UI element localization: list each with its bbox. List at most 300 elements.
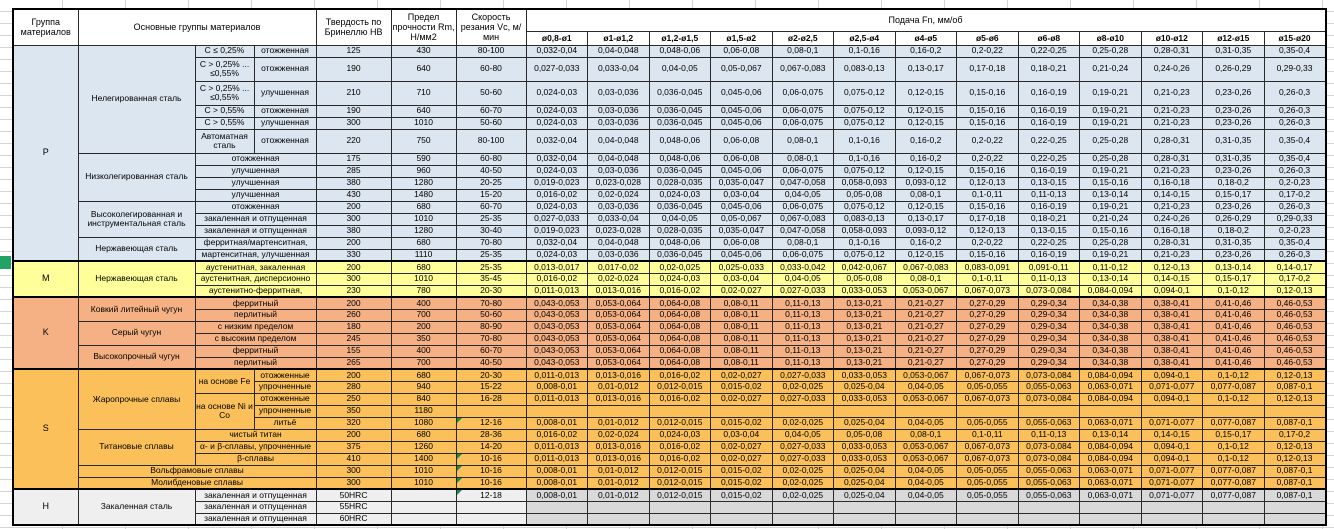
hardness-cell[interactable]: 190 bbox=[316, 105, 391, 117]
feed-cell[interactable]: 0,29-0,34 bbox=[1018, 357, 1080, 369]
feed-cell[interactable]: 0,22-0,25 bbox=[1018, 45, 1080, 57]
feed-cell[interactable]: 0,06-0,075 bbox=[772, 81, 834, 105]
strength-cell[interactable]: 1280 bbox=[391, 177, 456, 189]
cutting-speed-cell[interactable]: 20-30 bbox=[456, 369, 526, 381]
feed-cell[interactable]: 0,1-0,11 bbox=[957, 189, 1019, 201]
feed-cell[interactable]: 0,16-0,19 bbox=[1018, 117, 1080, 129]
material-group-cell[interactable]: Нержавеющая сталь bbox=[78, 237, 195, 261]
feed-cell[interactable]: 0,16-0,19 bbox=[1018, 105, 1080, 117]
material-subgroup-cell[interactable]: ферритный bbox=[195, 297, 316, 309]
feed-cell[interactable]: 0,17-0,18 bbox=[957, 213, 1019, 225]
feed-cell[interactable]: 0,13-0,21 bbox=[834, 357, 896, 369]
cutting-speed-cell[interactable]: 60-70 bbox=[456, 105, 526, 117]
feed-cell[interactable]: 0,091-0,11 bbox=[1018, 261, 1080, 273]
feed-cell[interactable] bbox=[1203, 501, 1265, 513]
feed-cell[interactable]: 0,19-0,21 bbox=[1080, 165, 1142, 177]
feed-cell[interactable]: 0,033-0,042 bbox=[772, 261, 834, 273]
feed-cell[interactable]: 0,01-0,012 bbox=[588, 417, 650, 429]
feed-cell[interactable]: 0,016-0,02 bbox=[649, 441, 711, 453]
feed-cell[interactable]: 0,14-0,15 bbox=[1141, 429, 1203, 441]
strength-cell[interactable]: 1110 bbox=[391, 249, 456, 261]
material-group-letter-cell[interactable]: H bbox=[13, 489, 78, 525]
feed-cell[interactable]: 0,03-0,04 bbox=[711, 273, 773, 285]
feed-cell[interactable]: 0,04-0,05 bbox=[649, 57, 711, 81]
feed-cell[interactable]: 0,03-0,036 bbox=[588, 81, 650, 105]
feed-cell[interactable]: 0,02-0,027 bbox=[711, 453, 773, 465]
feed-cell[interactable]: 0,024-0,03 bbox=[526, 117, 588, 129]
hardness-cell[interactable]: 245 bbox=[316, 333, 391, 345]
feed-cell[interactable]: 0,22-0,25 bbox=[1018, 129, 1080, 153]
feed-cell[interactable]: 0,08-0,11 bbox=[711, 309, 773, 321]
feed-cell[interactable]: 0,077-0,087 bbox=[1203, 477, 1265, 489]
feed-cell[interactable]: 0,067-0,073 bbox=[957, 441, 1019, 453]
strength-cell[interactable]: 640 bbox=[391, 105, 456, 117]
feed-cell[interactable]: 0,047-0,058 bbox=[772, 225, 834, 237]
feed-cell[interactable]: 0,027-0,033 bbox=[526, 57, 588, 81]
cutting-speed-cell[interactable]: 20-25 bbox=[456, 177, 526, 189]
feed-cell[interactable]: 0,29-0,34 bbox=[1018, 333, 1080, 345]
feed-cell[interactable]: 0,05-0,055 bbox=[957, 417, 1019, 429]
material-subgroup-cell[interactable]: Автоматная сталь bbox=[195, 129, 254, 153]
feed-cell[interactable]: 0,053-0,067 bbox=[895, 441, 957, 453]
feed-cell[interactable]: 0,12-0,15 bbox=[895, 105, 957, 117]
feed-cell[interactable]: 0,063-0,071 bbox=[1080, 465, 1142, 477]
feed-cell[interactable]: 0,011-0,013 bbox=[526, 369, 588, 381]
feed-cell[interactable]: 0,19-0,21 bbox=[1080, 249, 1142, 261]
feed-cell[interactable]: 0,053-0,067 bbox=[895, 453, 957, 465]
feed-cell[interactable] bbox=[711, 513, 773, 525]
feed-diameter-header[interactable]: ø6-ø8 bbox=[1018, 31, 1080, 45]
feed-cell[interactable]: 0,13-0,17 bbox=[895, 57, 957, 81]
feed-cell[interactable]: 0,024-0,03 bbox=[526, 81, 588, 105]
feed-cell[interactable]: 0,15-0,16 bbox=[957, 249, 1019, 261]
feed-cell[interactable] bbox=[772, 501, 834, 513]
strength-cell[interactable]: 1280 bbox=[391, 225, 456, 237]
feed-cell[interactable]: 0,055-0,063 bbox=[1018, 465, 1080, 477]
feed-cell[interactable]: 0,41-0,46 bbox=[1203, 333, 1265, 345]
material-subgroup-cell[interactable]: мартенситная, улучшенная bbox=[195, 249, 316, 261]
feed-cell[interactable]: 0,1-0,16 bbox=[834, 129, 896, 153]
feed-cell[interactable] bbox=[526, 501, 588, 513]
feed-cell[interactable]: 0,12-0,13 bbox=[1141, 261, 1203, 273]
material-subgroup-cell[interactable]: чистый титан bbox=[195, 429, 316, 441]
feed-cell[interactable]: 0,015-0,02 bbox=[711, 417, 773, 429]
strength-cell[interactable]: 840 bbox=[391, 393, 456, 405]
feed-cell[interactable]: 0,11-0,13 bbox=[772, 309, 834, 321]
feed-cell[interactable]: 0,08-0,1 bbox=[772, 153, 834, 165]
feed-cell[interactable]: 0,21-0,27 bbox=[895, 333, 957, 345]
feed-cell[interactable] bbox=[834, 405, 896, 417]
feed-cell[interactable]: 0,13-0,14 bbox=[1080, 189, 1142, 201]
feed-cell[interactable]: 0,16-0,19 bbox=[1018, 201, 1080, 213]
feed-cell[interactable]: 0,21-0,23 bbox=[1141, 249, 1203, 261]
feed-cell[interactable]: 0,26-0,3 bbox=[1264, 105, 1326, 117]
feed-cell[interactable]: 0,033-0,04 bbox=[588, 57, 650, 81]
feed-cell[interactable]: 0,46-0,53 bbox=[1264, 333, 1326, 345]
feed-cell[interactable]: 0,31-0,35 bbox=[1203, 153, 1265, 165]
feed-cell[interactable]: 0,46-0,53 bbox=[1264, 321, 1326, 333]
material-subgroup-cell[interactable]: улучшенная bbox=[195, 177, 316, 189]
feed-cell[interactable]: 0,25-0,28 bbox=[1080, 237, 1142, 249]
feed-cell[interactable]: 0,05-0,055 bbox=[957, 381, 1019, 393]
feed-cell[interactable]: 0,11-0,12 bbox=[1080, 261, 1142, 273]
feed-cell[interactable]: 0,08-0,11 bbox=[711, 357, 773, 369]
header-material-group[interactable]: Группа материалов bbox=[13, 9, 78, 45]
feed-cell[interactable]: 0,032-0,04 bbox=[526, 153, 588, 165]
feed-cell[interactable]: 0,15-0,16 bbox=[1080, 225, 1142, 237]
feed-cell[interactable]: 0,073-0,084 bbox=[1018, 369, 1080, 381]
feed-cell[interactable]: 0,35-0,4 bbox=[1264, 153, 1326, 165]
feed-cell[interactable]: 0,1-0,11 bbox=[957, 429, 1019, 441]
feed-cell[interactable]: 0,08-0,1 bbox=[772, 237, 834, 249]
feed-cell[interactable]: 0,08-0,1 bbox=[895, 189, 957, 201]
material-group-letter-cell[interactable]: M bbox=[13, 261, 78, 297]
feed-cell[interactable]: 0,064-0,08 bbox=[649, 345, 711, 357]
feed-cell[interactable]: 0,38-0,41 bbox=[1141, 357, 1203, 369]
feed-cell[interactable]: 0,027-0,033 bbox=[772, 393, 834, 405]
feed-cell[interactable]: 0,38-0,41 bbox=[1141, 297, 1203, 309]
feed-cell[interactable]: 0,03-0,036 bbox=[588, 249, 650, 261]
cutting-speed-cell[interactable]: 10-16 bbox=[456, 465, 526, 477]
feed-cell[interactable] bbox=[588, 501, 650, 513]
feed-cell[interactable]: 0,2-0,23 bbox=[1264, 177, 1326, 189]
material-subgroup-cell[interactable]: отожженная bbox=[254, 57, 316, 81]
feed-cell[interactable]: 0,03-0,036 bbox=[588, 201, 650, 213]
feed-cell[interactable]: 0,1-0,11 bbox=[957, 273, 1019, 285]
feed-cell[interactable]: 0,02-0,024 bbox=[588, 429, 650, 441]
feed-cell[interactable]: 0,024-0,03 bbox=[526, 249, 588, 261]
feed-cell[interactable]: 0,19-0,21 bbox=[1080, 105, 1142, 117]
feed-cell[interactable]: 0,055-0,063 bbox=[1018, 381, 1080, 393]
feed-cell[interactable]: 0,04-0,05 bbox=[895, 465, 957, 477]
feed-cell[interactable]: 0,21-0,27 bbox=[895, 321, 957, 333]
feed-cell[interactable]: 0,23-0,26 bbox=[1203, 117, 1265, 129]
feed-cell[interactable]: 0,23-0,26 bbox=[1203, 201, 1265, 213]
material-group-cell[interactable]: Закаленная сталь bbox=[78, 489, 195, 525]
feed-cell[interactable]: 0,036-0,045 bbox=[649, 249, 711, 261]
feed-cell[interactable]: 0,008-0,01 bbox=[526, 381, 588, 393]
cutting-speed-cell[interactable]: 12-16 bbox=[456, 417, 526, 429]
feed-cell[interactable]: 0,28-0,31 bbox=[1141, 237, 1203, 249]
feed-cell[interactable]: 0,017-0,02 bbox=[588, 261, 650, 273]
feed-cell[interactable]: 0,16-0,19 bbox=[1018, 81, 1080, 105]
material-group-cell[interactable]: Серый чугун bbox=[78, 321, 195, 345]
cutting-speed-cell[interactable] bbox=[456, 513, 526, 525]
material-subgroup-cell[interactable]: на основе Fe bbox=[195, 369, 254, 393]
feed-cell[interactable]: 0,045-0,06 bbox=[711, 165, 773, 177]
material-subgroup-cell[interactable]: C > 0,55% bbox=[195, 105, 254, 117]
feed-cell[interactable]: 0,31-0,35 bbox=[1203, 237, 1265, 249]
hardness-cell[interactable]: 300 bbox=[316, 213, 391, 225]
strength-cell[interactable]: 590 bbox=[391, 153, 456, 165]
hardness-cell[interactable]: 230 bbox=[316, 285, 391, 297]
feed-diameter-header[interactable]: ø1,5-ø2 bbox=[711, 31, 773, 45]
material-subgroup-cell[interactable]: закаленная и отпущенная bbox=[195, 501, 316, 513]
feed-cell[interactable]: 0,06-0,075 bbox=[772, 249, 834, 261]
cutting-speed-cell[interactable]: 80-100 bbox=[456, 129, 526, 153]
feed-diameter-header[interactable]: ø4-ø5 bbox=[895, 31, 957, 45]
feed-cell[interactable]: 0,13-0,21 bbox=[834, 309, 896, 321]
feed-cell[interactable]: 0,1-0,12 bbox=[1203, 285, 1265, 297]
strength-cell[interactable]: 200 bbox=[391, 321, 456, 333]
feed-cell[interactable]: 0,067-0,083 bbox=[772, 57, 834, 81]
feed-cell[interactable]: 0,13-0,21 bbox=[834, 333, 896, 345]
feed-cell[interactable]: 0,093-0,12 bbox=[895, 225, 957, 237]
feed-cell[interactable]: 0,17-0,2 bbox=[1264, 273, 1326, 285]
strength-cell[interactable]: 1180 bbox=[391, 405, 456, 417]
material-subgroup-cell[interactable]: с низким пределом bbox=[195, 321, 316, 333]
feed-cell[interactable]: 0,019-0,023 bbox=[526, 177, 588, 189]
feed-cell[interactable]: 0,15-0,17 bbox=[1203, 189, 1265, 201]
hardness-cell[interactable]: 210 bbox=[316, 81, 391, 105]
feed-cell[interactable]: 0,15-0,16 bbox=[957, 81, 1019, 105]
cutting-speed-cell[interactable]: 25-35 bbox=[456, 213, 526, 225]
strength-cell[interactable] bbox=[391, 489, 456, 501]
material-group-cell[interactable]: Жаропрочные сплавы bbox=[78, 369, 195, 429]
feed-cell[interactable]: 0,043-0,053 bbox=[526, 321, 588, 333]
hardness-cell[interactable]: 350 bbox=[316, 405, 391, 417]
feed-cell[interactable]: 0,12-0,13 bbox=[1264, 453, 1326, 465]
feed-cell[interactable]: 0,38-0,41 bbox=[1141, 345, 1203, 357]
feed-cell[interactable]: 0,071-0,077 bbox=[1141, 477, 1203, 489]
feed-cell[interactable]: 0,27-0,29 bbox=[957, 357, 1019, 369]
material-subgroup-cell[interactable]: литьё bbox=[254, 417, 316, 429]
feed-cell[interactable]: 0,16-0,19 bbox=[1018, 249, 1080, 261]
feed-cell[interactable]: 0,058-0,093 bbox=[834, 225, 896, 237]
feed-cell[interactable]: 0,22-0,25 bbox=[1018, 237, 1080, 249]
feed-cell[interactable]: 0,15-0,16 bbox=[957, 117, 1019, 129]
feed-cell[interactable]: 0,027-0,033 bbox=[772, 285, 834, 297]
strength-cell[interactable]: 1080 bbox=[391, 417, 456, 429]
feed-cell[interactable]: 0,11-0,13 bbox=[772, 297, 834, 309]
material-subgroup-cell[interactable]: отожженная bbox=[195, 153, 316, 165]
feed-cell[interactable]: 0,29-0,34 bbox=[1018, 321, 1080, 333]
feed-cell[interactable]: 0,094-0,1 bbox=[1141, 441, 1203, 453]
feed-cell[interactable]: 0,16-0,2 bbox=[895, 45, 957, 57]
feed-cell[interactable]: 0,1-0,16 bbox=[834, 45, 896, 57]
feed-cell[interactable]: 0,028-0,035 bbox=[649, 225, 711, 237]
feed-cell[interactable]: 0,41-0,46 bbox=[1203, 345, 1265, 357]
feed-cell[interactable]: 0,02-0,025 bbox=[772, 465, 834, 477]
cutting-speed-cell[interactable]: 60-70 bbox=[456, 201, 526, 213]
feed-cell[interactable]: 0,028-0,035 bbox=[649, 177, 711, 189]
material-subgroup-cell[interactable]: C > 0,55% bbox=[195, 117, 254, 129]
feed-cell[interactable]: 0,071-0,077 bbox=[1141, 465, 1203, 477]
feed-cell[interactable]: 0,13-0,15 bbox=[1018, 177, 1080, 189]
feed-cell[interactable]: 0,27-0,29 bbox=[957, 321, 1019, 333]
feed-cell[interactable]: 0,29-0,34 bbox=[1018, 309, 1080, 321]
feed-cell[interactable]: 0,012-0,015 bbox=[649, 465, 711, 477]
feed-cell[interactable]: 0,14-0,15 bbox=[1141, 189, 1203, 201]
hardness-cell[interactable]: 180 bbox=[316, 321, 391, 333]
cutting-speed-cell[interactable]: 10-16 bbox=[456, 453, 526, 465]
feed-cell[interactable]: 0,011-0,013 bbox=[526, 285, 588, 297]
feed-cell[interactable]: 0,28-0,31 bbox=[1141, 129, 1203, 153]
feed-cell[interactable]: 0,043-0,053 bbox=[526, 297, 588, 309]
feed-cell[interactable]: 0,015-0,02 bbox=[711, 477, 773, 489]
header-cutting-speed[interactable]: Скорость резания Vc, м/мин bbox=[456, 9, 526, 45]
hardness-cell[interactable]: 300 bbox=[316, 465, 391, 477]
feed-cell[interactable]: 0,21-0,23 bbox=[1141, 105, 1203, 117]
left-margin-green-cell[interactable] bbox=[0, 256, 11, 269]
feed-cell[interactable] bbox=[1018, 405, 1080, 417]
feed-cell[interactable]: 0,015-0,02 bbox=[711, 465, 773, 477]
header-hardness[interactable]: Твердость по Бринеллю HB bbox=[316, 9, 391, 45]
feed-cell[interactable]: 0,03-0,04 bbox=[711, 429, 773, 441]
strength-cell[interactable]: 680 bbox=[391, 201, 456, 213]
feed-cell[interactable]: 0,18-0,21 bbox=[1018, 213, 1080, 225]
material-subgroup-cell[interactable]: улучшенная bbox=[195, 189, 316, 201]
strength-cell[interactable]: 700 bbox=[391, 357, 456, 369]
feed-cell[interactable]: 0,087-0,1 bbox=[1264, 465, 1326, 477]
feed-cell[interactable]: 0,26-0,3 bbox=[1264, 249, 1326, 261]
material-group-letter-cell[interactable]: P bbox=[13, 45, 78, 261]
feed-cell[interactable]: 0,084-0,094 bbox=[1080, 393, 1142, 405]
feed-cell[interactable]: 0,075-0,12 bbox=[834, 165, 896, 177]
feed-cell[interactable]: 0,067-0,073 bbox=[957, 453, 1019, 465]
feed-cell[interactable]: 0,019-0,023 bbox=[526, 225, 588, 237]
feed-cell[interactable]: 0,14-0,17 bbox=[1264, 261, 1326, 273]
feed-cell[interactable]: 0,067-0,073 bbox=[957, 285, 1019, 297]
material-subgroup-cell[interactable]: с высоким пределом bbox=[195, 333, 316, 345]
feed-cell[interactable]: 0,06-0,075 bbox=[772, 105, 834, 117]
feed-cell[interactable]: 0,04-0,05 bbox=[772, 189, 834, 201]
material-group-letter-cell[interactable]: K bbox=[13, 297, 78, 369]
feed-cell[interactable]: 0,033-0,04 bbox=[588, 213, 650, 225]
hardness-cell[interactable]: 60HRC bbox=[316, 513, 391, 525]
feed-cell[interactable]: 0,073-0,084 bbox=[1018, 441, 1080, 453]
feed-diameter-header[interactable]: ø10-ø12 bbox=[1141, 31, 1203, 45]
feed-cell[interactable]: 0,06-0,08 bbox=[711, 129, 773, 153]
feed-cell[interactable]: 0,075-0,12 bbox=[834, 249, 896, 261]
feed-cell[interactable]: 0,2-0,22 bbox=[957, 45, 1019, 57]
material-subgroup-cell[interactable]: на основе Ni и Со bbox=[195, 393, 254, 429]
strength-cell[interactable]: 680 bbox=[391, 261, 456, 273]
strength-cell[interactable]: 1010 bbox=[391, 117, 456, 129]
feed-cell[interactable]: 0,048-0,06 bbox=[649, 153, 711, 165]
hardness-cell[interactable]: 380 bbox=[316, 177, 391, 189]
material-group-letter-cell[interactable]: S bbox=[13, 369, 78, 489]
feed-cell[interactable]: 0,1-0,12 bbox=[1203, 393, 1265, 405]
feed-cell[interactable]: 0,063-0,071 bbox=[1080, 489, 1142, 501]
strength-cell[interactable]: 1010 bbox=[391, 465, 456, 477]
feed-cell[interactable]: 0,05-0,067 bbox=[711, 213, 773, 225]
hardness-cell[interactable]: 220 bbox=[316, 129, 391, 153]
feed-cell[interactable]: 0,033-0,053 bbox=[834, 369, 896, 381]
hardness-cell[interactable]: 280 bbox=[316, 381, 391, 393]
strength-cell[interactable]: 960 bbox=[391, 165, 456, 177]
feed-cell[interactable]: 0,03-0,036 bbox=[588, 105, 650, 117]
feed-cell[interactable]: 0,042-0,067 bbox=[834, 261, 896, 273]
feed-cell[interactable]: 0,21-0,24 bbox=[1080, 57, 1142, 81]
feed-cell[interactable]: 0,06-0,075 bbox=[772, 117, 834, 129]
feed-cell[interactable]: 0,06-0,08 bbox=[711, 153, 773, 165]
feed-cell[interactable]: 0,064-0,08 bbox=[649, 333, 711, 345]
feed-cell[interactable]: 0,053-0,064 bbox=[588, 333, 650, 345]
feed-cell[interactable]: 0,16-0,18 bbox=[1141, 225, 1203, 237]
feed-cell[interactable] bbox=[588, 513, 650, 525]
material-subgroup-cell[interactable]: ферритный bbox=[195, 345, 316, 357]
feed-cell[interactable]: 0,02-0,027 bbox=[711, 285, 773, 297]
cutting-speed-cell[interactable]: 60-80 bbox=[456, 57, 526, 81]
strength-cell[interactable] bbox=[391, 513, 456, 525]
header-main-groups[interactable]: Основные группы материалов bbox=[78, 9, 316, 45]
feed-cell[interactable]: 0,34-0,38 bbox=[1080, 345, 1142, 357]
feed-cell[interactable]: 0,077-0,087 bbox=[1203, 381, 1265, 393]
material-group-cell[interactable]: Молибденовые сплавы bbox=[78, 477, 316, 489]
feed-cell[interactable]: 0,073-0,084 bbox=[1018, 393, 1080, 405]
feed-cell[interactable]: 0,18-0,21 bbox=[1018, 57, 1080, 81]
feed-cell[interactable]: 0,19-0,21 bbox=[1080, 117, 1142, 129]
material-group-cell[interactable]: Высокопрочный чугун bbox=[78, 345, 195, 369]
feed-cell[interactable]: 0,46-0,53 bbox=[1264, 345, 1326, 357]
feed-cell[interactable]: 0,06-0,08 bbox=[711, 45, 773, 57]
feed-cell[interactable]: 0,17-0,2 bbox=[1264, 429, 1326, 441]
cutting-speed-cell[interactable]: 50-60 bbox=[456, 309, 526, 321]
feed-cell[interactable] bbox=[957, 501, 1019, 513]
cutting-speed-cell[interactable]: 25-35 bbox=[456, 261, 526, 273]
feed-cell[interactable]: 0,02-0,027 bbox=[711, 369, 773, 381]
material-subgroup-cell[interactable]: аустенитная, закаленная bbox=[195, 261, 316, 273]
feed-cell[interactable]: 0,067-0,083 bbox=[772, 213, 834, 225]
feed-cell[interactable] bbox=[526, 405, 588, 417]
feed-cell[interactable]: 0,21-0,23 bbox=[1141, 201, 1203, 213]
feed-diameter-header[interactable]: ø5-ø6 bbox=[957, 31, 1019, 45]
material-subgroup-cell[interactable]: α- и β-сплавы, упрочненные bbox=[195, 441, 316, 453]
feed-cell[interactable]: 0,08-0,1 bbox=[895, 429, 957, 441]
feed-cell[interactable]: 0,21-0,23 bbox=[1141, 117, 1203, 129]
feed-cell[interactable]: 0,093-0,12 bbox=[895, 177, 957, 189]
feed-cell[interactable]: 0,011-0,013 bbox=[526, 453, 588, 465]
feed-cell[interactable]: 0,083-0,13 bbox=[834, 213, 896, 225]
feed-cell[interactable] bbox=[1264, 405, 1326, 417]
material-subgroup-cell[interactable]: закаленная и отпущенная bbox=[195, 225, 316, 237]
feed-cell[interactable]: 0,012-0,015 bbox=[649, 381, 711, 393]
hardness-cell[interactable]: 200 bbox=[316, 261, 391, 273]
feed-cell[interactable]: 0,26-0,29 bbox=[1203, 57, 1265, 81]
feed-cell[interactable]: 0,08-0,1 bbox=[772, 129, 834, 153]
material-subgroup-cell[interactable]: отожженная bbox=[254, 129, 316, 153]
feed-cell[interactable] bbox=[834, 513, 896, 525]
feed-cell[interactable]: 0,063-0,071 bbox=[1080, 381, 1142, 393]
feed-cell[interactable]: 0,032-0,04 bbox=[526, 45, 588, 57]
feed-cell[interactable]: 0,12-0,13 bbox=[957, 225, 1019, 237]
strength-cell[interactable]: 710 bbox=[391, 81, 456, 105]
header-feed-title[interactable]: Подача Fn, мм/об bbox=[526, 9, 1326, 31]
feed-cell[interactable] bbox=[526, 513, 588, 525]
feed-cell[interactable]: 0,01-0,012 bbox=[588, 381, 650, 393]
feed-cell[interactable]: 0,15-0,16 bbox=[1080, 177, 1142, 189]
feed-cell[interactable] bbox=[1141, 501, 1203, 513]
strength-cell[interactable]: 400 bbox=[391, 345, 456, 357]
feed-cell[interactable]: 0,11-0,13 bbox=[772, 333, 834, 345]
feed-cell[interactable]: 0,053-0,067 bbox=[895, 285, 957, 297]
feed-cell[interactable]: 0,13-0,14 bbox=[1203, 261, 1265, 273]
hardness-cell[interactable]: 50HRC bbox=[316, 489, 391, 501]
cutting-speed-cell[interactable]: 70-80 bbox=[456, 297, 526, 309]
feed-cell[interactable]: 0,23-0,26 bbox=[1203, 165, 1265, 177]
feed-cell[interactable]: 0,027-0,033 bbox=[772, 369, 834, 381]
feed-cell[interactable]: 0,41-0,46 bbox=[1203, 309, 1265, 321]
feed-cell[interactable] bbox=[1018, 513, 1080, 525]
feed-cell[interactable]: 0,25-0,28 bbox=[1080, 45, 1142, 57]
feed-cell[interactable]: 0,2-0,23 bbox=[1264, 225, 1326, 237]
feed-cell[interactable]: 0,13-0,21 bbox=[834, 297, 896, 309]
feed-cell[interactable]: 0,048-0,06 bbox=[649, 129, 711, 153]
feed-cell[interactable]: 0,073-0,084 bbox=[1018, 453, 1080, 465]
feed-cell[interactable] bbox=[649, 513, 711, 525]
feed-cell[interactable]: 0,15-0,16 bbox=[957, 105, 1019, 117]
